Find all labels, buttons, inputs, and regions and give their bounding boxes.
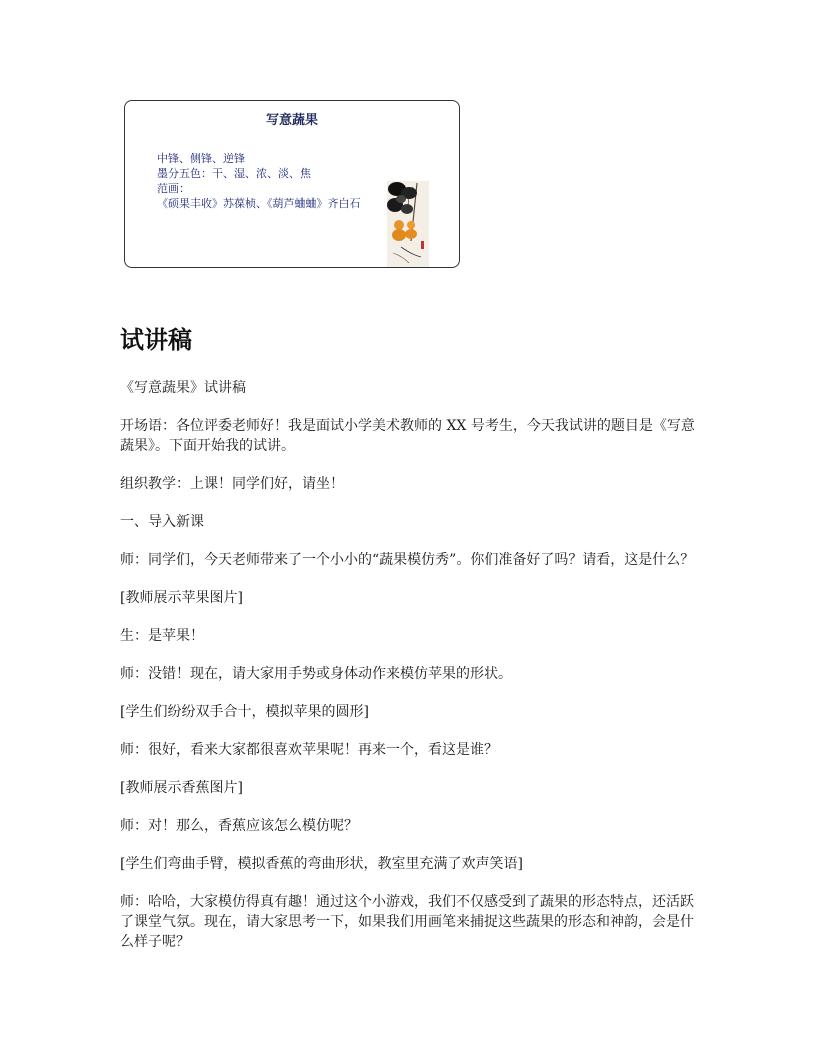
slide-line-brushwork: 中锋、侧锋、逆锋	[157, 152, 245, 165]
stage-direction: [学生们弯曲手臂，模拟香蕉的弯曲形状，教室里充满了欢声笑语]	[120, 856, 523, 872]
student-line: 生：是苹果！	[120, 628, 204, 644]
script-title: 《写意蔬果》试讲稿	[120, 380, 246, 396]
teacher-line: 师：对！那么，香蕉应该怎么模仿呢？	[120, 818, 358, 834]
class-organization: 组织教学：上课！同学们好，请坐！	[120, 476, 344, 492]
stage-direction: [教师展示香蕉图片]	[120, 780, 243, 796]
slide-body	[157, 151, 361, 211]
opening-remarks: 开场语：各位评委老师好！我是面试小学美术教师的 XX 号考生，今天我试讲的题目是《写意蔬果》。下面开始我的试讲。	[120, 418, 695, 454]
teacher-line: 师：同学们，今天老师带来了一个小小的“蔬果模仿秀”。你们准备好了吗？请看，这是什么？	[120, 552, 695, 568]
page-heading: 试讲稿	[120, 326, 192, 354]
stage-direction: [教师展示苹果图片]	[120, 590, 243, 606]
slide-line-ink-tones: 墨分五色：干、湿、浓、淡、焦	[157, 167, 311, 180]
stage-direction: [学生们纷纷双手合十，模拟苹果的圆形]	[120, 704, 369, 720]
lecture-script	[120, 378, 700, 970]
slide-thumbnail	[124, 100, 460, 268]
slide-line-examples-label: 范画：	[157, 182, 190, 195]
section-heading-intro: 一、导入新课	[120, 514, 204, 530]
teacher-line: 师：没错！现在，请大家用手势或身体动作来模仿苹果的形状。	[120, 666, 512, 682]
slide-title: 写意蔬果	[265, 113, 318, 128]
slide-line-examples: 《硕果丰收》苏葆桢、《葫芦蛐蛐》齐白石	[157, 197, 361, 210]
gourd-painting-icon	[387, 181, 429, 267]
teacher-line: 师：很好，看来大家都很喜欢苹果呢！再来一个，看这是谁？	[120, 742, 498, 758]
teacher-line: 师：哈哈，大家模仿得真有趣！通过这个小游戏，我们不仅感受到了蔬果的形态特点，还活跃了课堂气氛。现在，请大家思考一下，如果我们用画笔来捕捉这些蔬果的形态和神韵，会是什么样子呢？	[120, 894, 694, 950]
